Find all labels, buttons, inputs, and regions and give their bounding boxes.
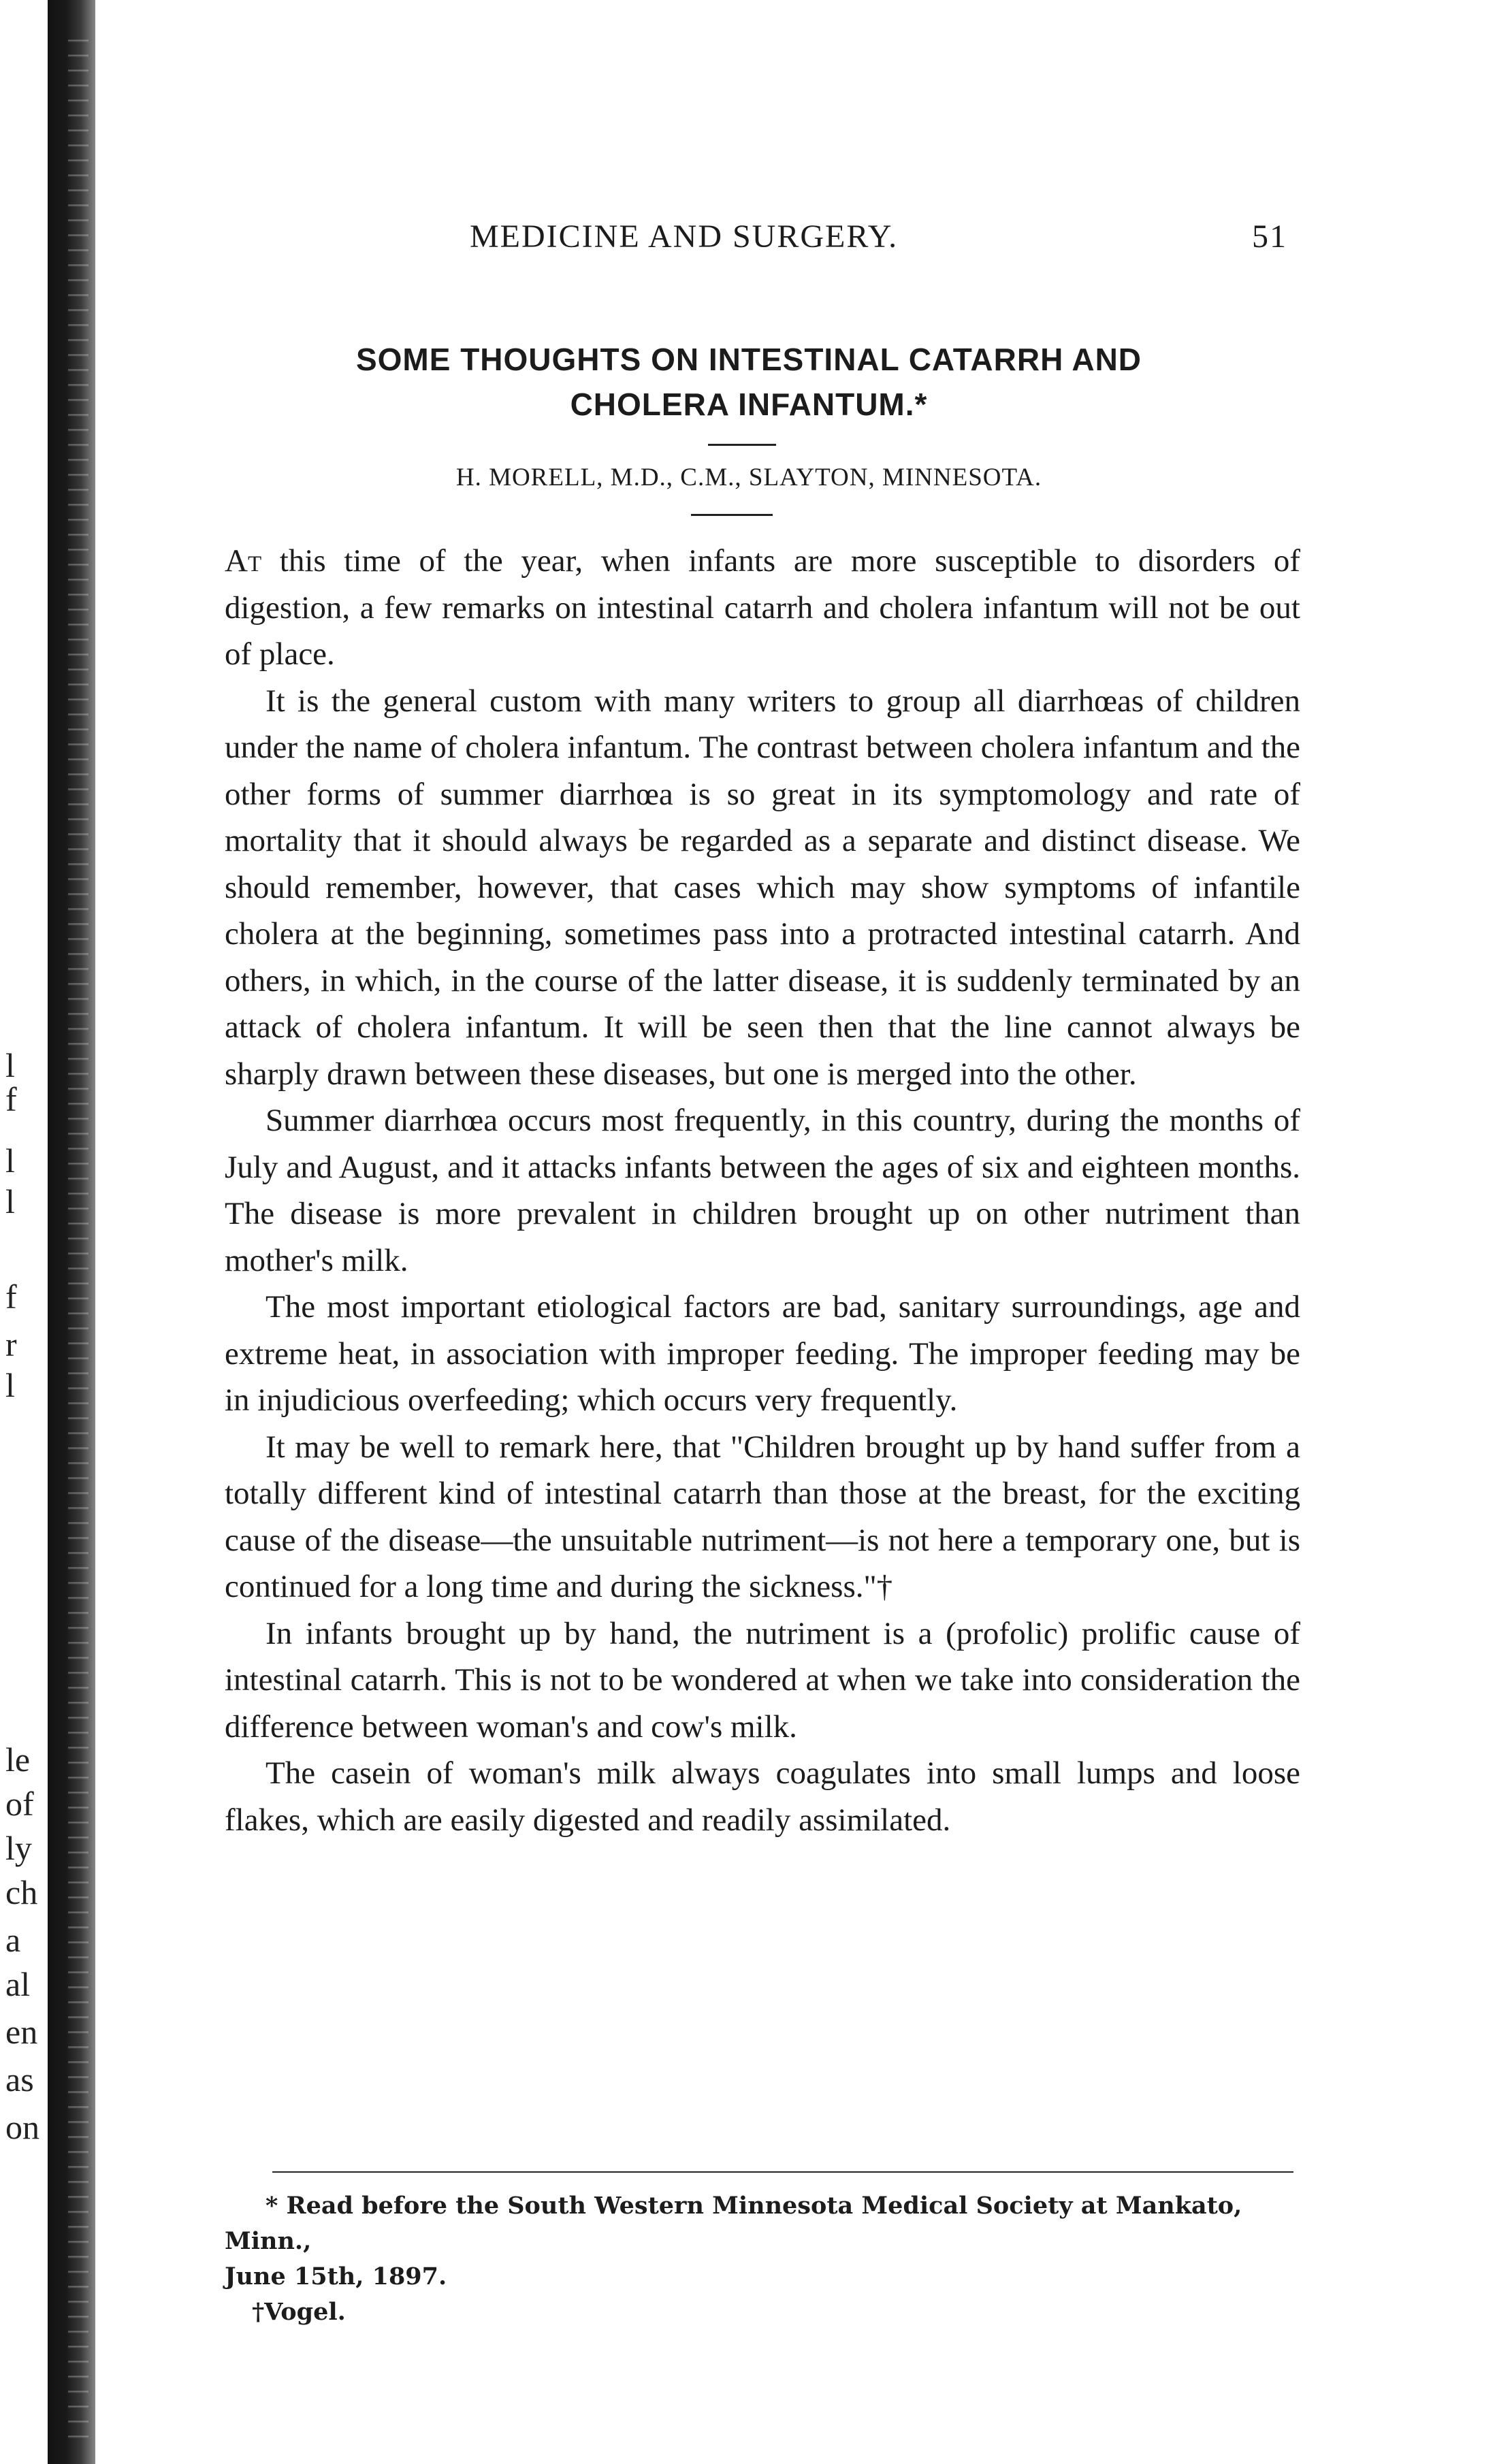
margin-bleed-text: on	[5, 2108, 39, 2146]
paragraph-text: this time of the year, when infants are more susceptible to disorders of digestion, a few remarks on intestinal catarrh and cholera infantum will not be out of place.	[225, 543, 1300, 672]
margin-bleed-text: l	[5, 1141, 15, 1180]
margin-bleed-text: r	[5, 1325, 17, 1363]
margin-bleed-text: l	[5, 1366, 15, 1404]
gutter-texture	[68, 27, 89, 2450]
article-body	[225, 538, 1300, 1843]
margin-bleed-text: ch	[5, 1873, 38, 1911]
margin-bleed-text: f	[5, 1278, 17, 1316]
margin-bleed-text: ly	[5, 1829, 32, 1867]
footnotes	[225, 2188, 1300, 2330]
margin-bleed-text: l	[5, 1046, 15, 1084]
author-divider	[691, 514, 773, 516]
article-title-line: CHOLERA INFANTUM.*	[570, 387, 928, 422]
paragraph: Summer diarrhœa occurs most frequently, in this country, during the months of July and August, and it attacks infants between the ages of six and eighteen months. The disease is more prevalent in children brought up on other nutriment than mother's milk.	[225, 1103, 1300, 1278]
footnote-continuation: June 15th, 1897.	[225, 2263, 447, 2290]
margin-bleed-text: al	[5, 1965, 31, 2003]
footnote-divider	[272, 2171, 1293, 2173]
margin-bleed-text: f	[5, 1080, 17, 1118]
paragraph	[225, 538, 1300, 678]
running-header	[470, 218, 1287, 265]
running-title: MEDICINE AND SURGERY.	[470, 218, 899, 255]
paragraph: It is the general custom with many writers to group all diarrhœas of children under the name of cholera infantum. The contrast between cholera infantum and the other forms of summer diarrhœa is so great in its symptomology and rate of mortality that it should always be regarded as a separate and distinct disease. We should remember, however, that cases which may show symptoms of infantile cholera at the beginning, sometimes pass into a protracted intestinal catarrh. And others, in which, in the course of the latter disease, it is suddenly terminated by an attack of cholera infantum. It will be seen then that the line cannot always be sharply drawn between these diseases, but one is merged into the other.	[225, 683, 1300, 1092]
title-divider	[708, 444, 776, 446]
paragraph: In infants brought up by hand, the nutriment is a (profolic) prolific cause of intestinal catarrh. This is not to be wondered at when we take into consideration the difference between woman's and cow's milk.	[225, 1615, 1300, 1745]
lead-word: At	[225, 543, 262, 579]
margin-bleed-text: of	[5, 1785, 34, 1823]
paragraph: The most important etiological factors are bad, sanitary surroundings, age and extreme heat, in association with improper feeding. The improper feeding may be in injudicious overfeeding; which occurs very frequently.	[225, 1289, 1300, 1418]
paragraph: It may be well to remark here, that "Children brought up by hand suffer from a totally different kind of intestinal catarrh than those at the breast, for the exciting cause of the disease—the unsuitable nutriment—is not here a temporary one, but is continued for a long time and during the sickness."†	[225, 1429, 1300, 1604]
margin-bleed-text: l	[5, 1182, 15, 1220]
footnote: †Vogel.	[252, 2298, 346, 2326]
margin-bleed-text: as	[5, 2060, 34, 2098]
article-title	[204, 337, 1293, 427]
margin-bleed-text: le	[5, 1740, 31, 1779]
page-number: 51	[1252, 218, 1287, 255]
paragraph: The casein of woman's milk always coagulates into small lumps and loose flakes, which are easily digested and readily assimilated.	[225, 1755, 1300, 1838]
author-line: H. MORELL, M.D., C.M., SLAYTON, MINNESOTA.	[455, 464, 1042, 491]
margin-bleed-text: en	[5, 2013, 38, 2051]
footnote: * Read before the South Western Minnesota Medical Society at Mankato, Minn.,	[225, 2192, 1242, 2255]
margin-bleed-text: a	[5, 1921, 21, 1959]
article-title-line: SOME THOUGHTS ON INTESTINAL CATARRH AND	[355, 342, 1142, 377]
